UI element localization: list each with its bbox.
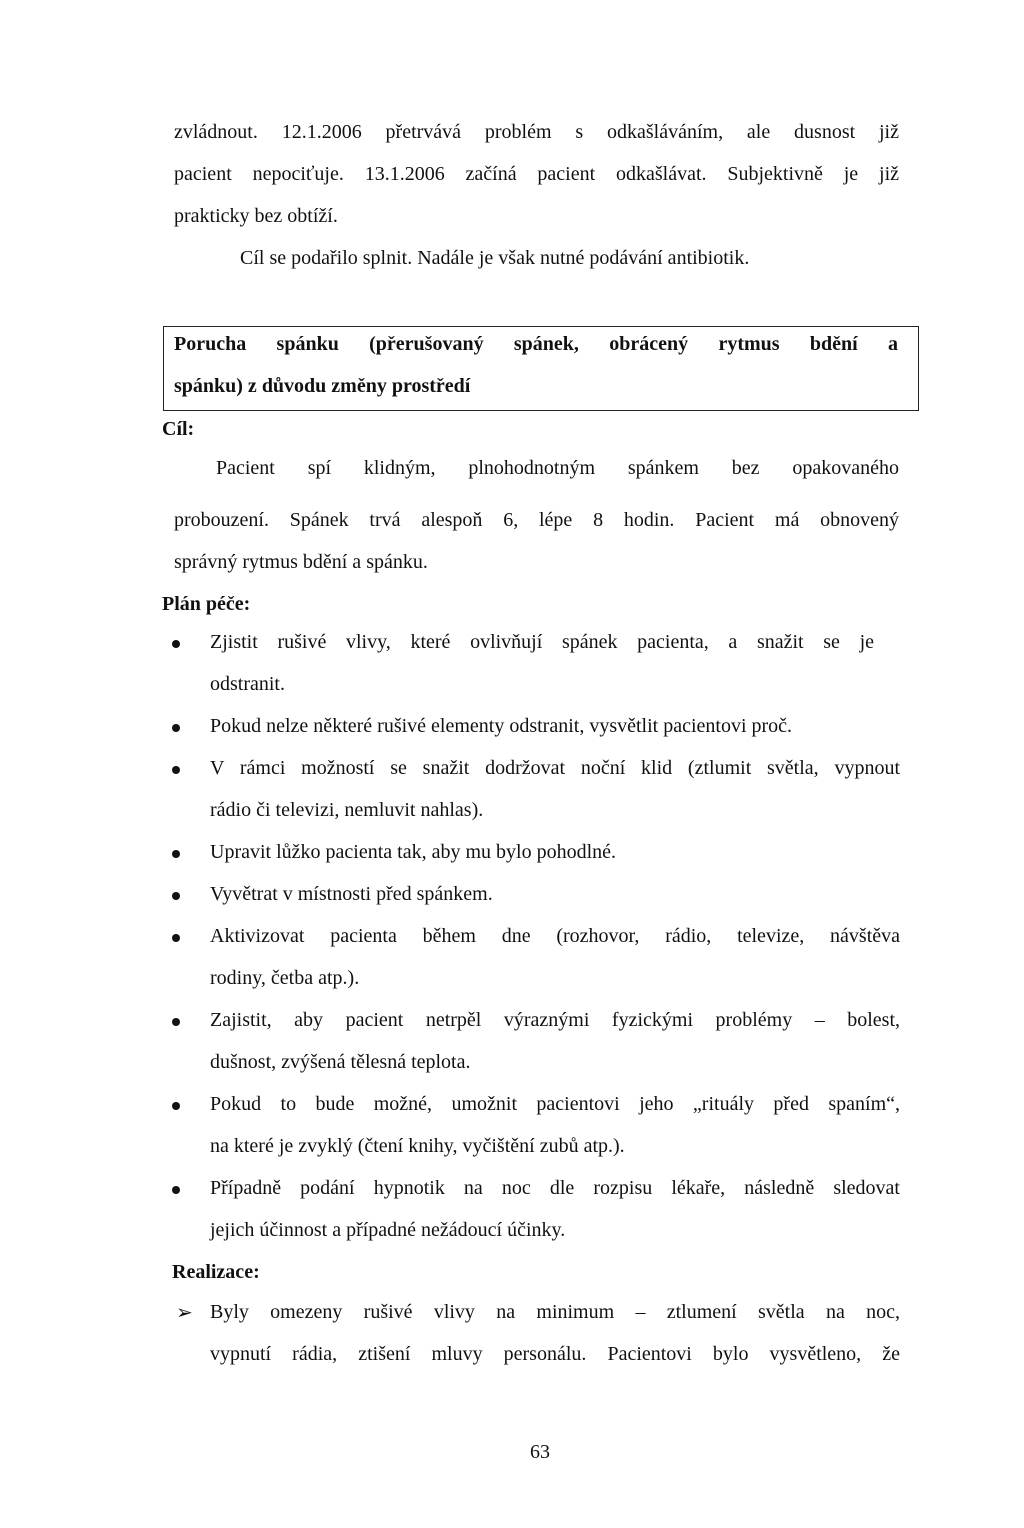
plan-item-9-line-1: Případně podání hypnotik na noc dle rozpisu lékaře, následně sledovat (210, 1177, 900, 1199)
realization-line-2: vypnutí rádia, ztišení mluvy personálu. Pacientovi bylo vysvětleno, že (210, 1343, 900, 1365)
bullet-icon (172, 640, 180, 648)
plan-item-6-line-2: rodiny, četba atp.). (210, 967, 360, 989)
plan-item-9-line-2: jejich účinnost a případné nežádoucí účinky. (210, 1219, 566, 1241)
bullet-icon (172, 1102, 180, 1110)
arrow-bullet-icon: ➢ (176, 1300, 193, 1324)
realization-heading: Realizace: (172, 1261, 260, 1283)
plan-item-7-line-1: Zajistit, aby pacient netrpěl výraznými fyzickými problémy – bolest, (210, 1009, 900, 1031)
plan-item-7-line-2: dušnost, zvýšená tělesná teplota. (210, 1051, 471, 1073)
plan-item-3-line-2: rádio či televizi, nemluvit nahlas). (210, 799, 484, 821)
intro-line-2: pacient nepociťuje. 13.1.2006 začíná pacient odkašlávat. Subjektivně je již (174, 163, 899, 185)
bullet-icon (172, 1186, 180, 1194)
plan-item-8-line-1: Pokud to bude možné, umožnit pacientovi jeho „rituály před spaním“, (210, 1093, 900, 1115)
bullet-icon (172, 892, 180, 900)
goal-heading: Cíl: (162, 418, 195, 440)
bullet-icon (172, 934, 180, 942)
bullet-icon (172, 766, 180, 774)
plan-item-6-line-1: Aktivizovat pacienta během dne (rozhovor, rádio, televize, návštěva (210, 925, 900, 947)
goal-line-3: správný rytmus bdění a spánku. (174, 551, 428, 573)
plan-item-4-line-1: Upravit lůžko pacienta tak, aby mu bylo pohodlné. (210, 841, 617, 863)
plan-item-2-line-1: Pokud nelze některé rušivé elementy odstranit, vysvětlit pacientovi proč. (210, 715, 793, 737)
realization-line-1: Byly omezeny rušivé vlivy na minimum – ztlumení světla na noc, (210, 1301, 900, 1323)
plan-heading: Plán péče: (162, 593, 251, 615)
bullet-icon (172, 850, 180, 858)
plan-item-3-line-1: V rámci možností se snažit dodržovat noční klid (ztlumit světla, vypnout (210, 757, 900, 779)
bullet-icon (172, 1018, 180, 1026)
plan-item-1-line-1: Zjistit rušivé vlivy, které ovlivňují spánek pacienta, a snažit se je (210, 631, 874, 653)
goal-line-1: Pacient spí klidným, plnohodnotným spánkem bez opakovaného (216, 457, 899, 479)
bullet-icon (172, 724, 180, 732)
diagnosis-box-bottom-rule (163, 410, 919, 411)
intro-line-3: prakticky bez obtíží. (174, 205, 338, 227)
goal-line-2: probouzení. Spánek trvá alespoň 6, lépe 8 hodin. Pacient má obnovený (174, 509, 899, 531)
page-number: 63 (530, 1441, 550, 1463)
plan-item-8-line-2: na které je zvyklý (čtení knihy, vyčištění zubů atp.). (210, 1135, 625, 1157)
intro-line-4: Cíl se podařilo splnit. Nadále je však nutné podávání antibiotik. (240, 247, 750, 269)
diagnosis-line-1: Porucha spánku (přerušovaný spánek, obrácený rytmus bdění a (174, 333, 898, 355)
plan-item-1-line-2: odstranit. (210, 673, 285, 695)
intro-line-1: zvládnout. 12.1.2006 přetrvává problém s odkašláváním, ale dusnost již (174, 121, 899, 143)
plan-item-5-line-1: Vyvětrat v místnosti před spánkem. (210, 883, 493, 905)
diagnosis-line-2: spánku) z důvodu změny prostředí (174, 375, 471, 397)
